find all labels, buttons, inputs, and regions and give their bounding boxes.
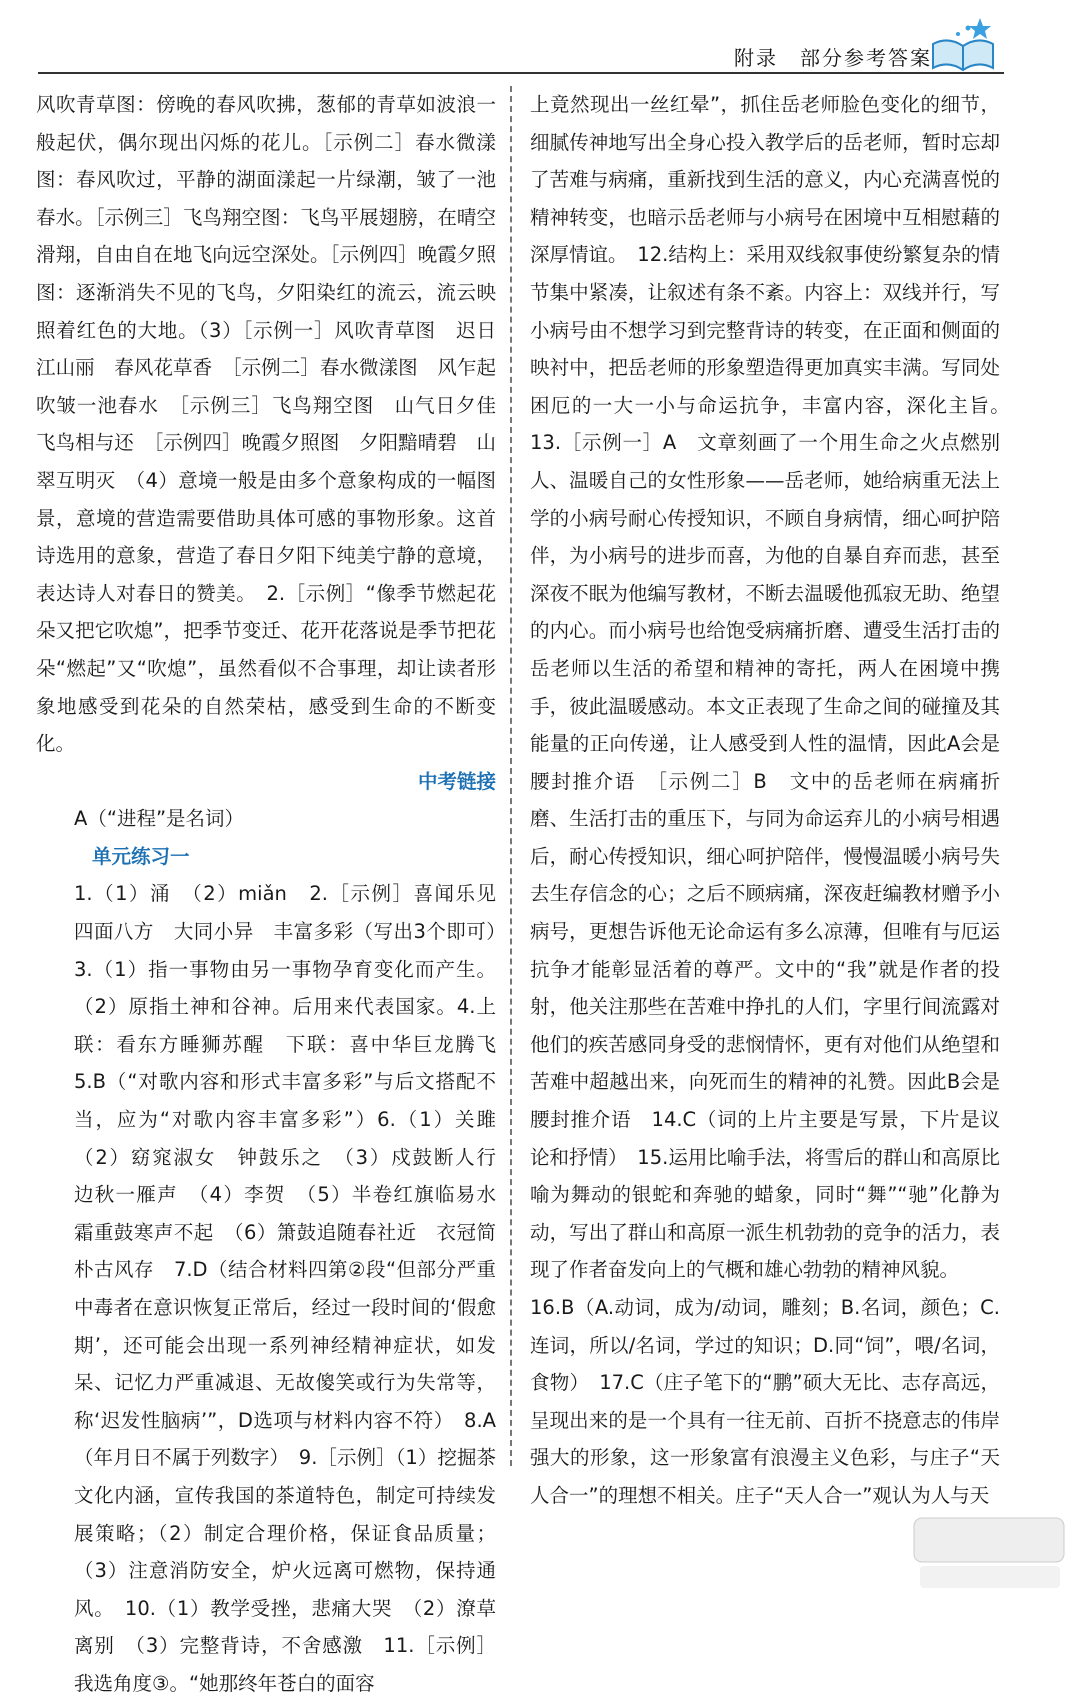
left-paragraph-2: 1.（1）涌 （2）miǎn 2.［示例］喜闻乐见 四面八方 大同小异 丰富多彩（写出3个即可） 3.（1）指一事物由另一事物孕育变化而产生。（2）原指土神和谷神。后用来代表国家。4.上联：看东方睡狮苏醒 下联：喜中华巨龙腾飞 5.B（“对歌内容和形式丰富多彩”与后文搭配不当，应为“对歌内容丰富多彩”）6.（1）关雎 （2）窈窕淑女 钟鼓乐之 （3）戍鼓断人行 边秋一雁声 （4）李贺 （5）半卷红旗临易水 霜重鼓寒声不起 （6）箫鼓追随春社近 衣冠简朴古风存 7.D（结合材料四第②段“但部分严重中毒者在意识恢复正常后，经过一段时间的‘假愈期’，还可能会出现一系列神经精神症状，如发呆、记忆力严重减退、无故傻笑或行为失常等，称‘迟发性脑病’”，D选项与材料内容不符） 8.A（年月日不属于列数字） 9.［示例］（1）挖掘茶文化内涵，宣传我国的茶道特色，制定可持续发展策略；（2）制定合理价格，保证食品质量；（3）注意消防安全，炉火远离可燃物，保持通风。 10.（1）教学受挫，悲痛大哭 （2）潦草离别 （3）完整背诗，不舍感激 11.［示例］我选角度③。“她那终年苍白的面容 — [74, 882, 516, 1695]
page-header — [0, 0, 1082, 78]
open-book-icon — [928, 14, 998, 74]
header-rule — [38, 72, 1004, 74]
answer-a: A（“进程”是名词） — [74, 807, 245, 831]
left-column — [36, 86, 516, 1703]
left-paragraph-1: 风吹青草图：傍晚的春风吹拂，葱郁的青草如波浪一般起伏，偶尔现出闪烁的花儿。［示例二］春水微漾图：春风吹过，平静的湖面漾起一片绿潮，皱了一池春水。［示例三］飞鸟翔空图：飞鸟平展翅膀，在晴空滑翔，自由自在地飞向远空深处。［示例四］晚霞夕照图：逐渐消失不见的飞鸟，夕阳染红的流云，流云映照着红色的大地。（3）［示例一］风吹青草图 迟日江山丽 春风花草香 ［示例二］春水微漾图 风乍起 吹皱一池春水 ［示例三］飞鸟翔空图 山气日夕佳 飞鸟相与还 ［示例四］晚霞夕照图 夕阳黯晴碧 山翠互明灭 （4）意境一般是由多个意象构成的一幅图景，意境的营造需要借助具体可感的事物形象。这首诗选用的意象，营造了春日夕阳下纯美宁静的意境，表达诗人对春日的赞美。 2.［示例］“像季节燃起花朵又把它吹熄”，把季节变迁、花开花落说是季节把花朵“燃起”又“吹熄”，虽然看似不合事理，却让读者形象地感受到花朵的自然荣枯，感受到生命的不断变化。 — [36, 93, 516, 756]
header-title: 附录 部分参考答案 — [734, 46, 932, 70]
zhongkao-link-heading: 中考链接 — [417, 769, 496, 793]
right-paragraph-2: 16.B（A.动词，成为/动词，雕刻；B.名词，颜色；C.连词，所以/名词，学过的知识；D.同“饲”，喂/名词，食物） 17.C（庄子笔下的“鹏”硕大无比、志存高远，呈现出来的是一个具有一往无前、百折不挠意志的伟岸强大的形象，这一形象富有浪漫主义色彩，与庄子“天人合一”的理想不相关。庄子“天人合一”观认为人与天 — [530, 1296, 1000, 1507]
right-column — [530, 86, 1020, 1515]
right-paragraph-1: 上竟然现出一丝红晕”，抓住岳老师脸色变化的细节，细腻传神地写出全身心投入教学后的岳老师，暂时忘却了苦难与病痛，重新找到生活的意义，内心充满喜悦的精神转变，也暗示岳老师与小病号在困境中互相慰藉的深厚情谊。 12.结构上：采用双线叙事使纷繁复杂的情节集中紧凑，让叙述有条不紊。内容上：双线并行，写小病号由不想学习到完整背诗的转变，在正面和侧面的映衬中，把岳老师的形象塑造得更加真实丰满。写同处困厄的一大一小与命运抗争，丰富内容，深化主旨。 13.［示例一］A 文章刻画了一个用生命之火点燃别人、温暖自己的女性形象——岳老师，她给病重无法上学的小病号耐心传授知识，不顾自身病情，细心呵护陪伴，为小病号的进步而喜，为他的自暴自弃而悲，甚至深夜不眠为他编写教材，不断去温暖他孤寂无助、绝望的内心。而小病号也给饱受病痛折磨、遭受生活打击的岳老师以生活的希望和精神的寄托，两人在困境中携手，彼此温暖感动。本文正表现了生命之间的碰撞及其能量的正向传递，让人感受到人性的温情，因此A会是腰封推介语 ［示例二］B 文中的岳老师在病痛折磨、生活打击的重压下，与同为命运弃儿的小病号相遇后，耐心传授知识，细心呵护陪伴，慢慢温暖小病号失去生存信念的心；之后不顾病痛，深夜赶编教材赠予小病号，更想告诉他无论命运有多么凉薄，但唯有与厄运抗争才能彰显活着的尊严。文中的“我”就是作者的投射，他关注那些在苦难中挣扎的人们，字里行间流露对他们的疾苦感同身受的悲悯情怀，更有对他们从绝望和苦难中超越出来，向死而生的精神的礼赞。因此B会是腰封推介语 14.C（词的上片主要是写景，下片是议论和抒情） 15.运用比喻手法，将雪后的群山和高原比喻为舞动的银蛇和奔驰的蜡象，同时“舞”“驰”化静为动，写出了群山和高原一派生机勃勃的竞争的活力，表现了作者奋发向上的气概和雄心勃勃的精神风貌。 — [530, 93, 1020, 1282]
watermark-logo — [894, 1510, 1074, 1594]
unit-title: 单元练习一 — [92, 844, 190, 868]
column-divider — [510, 86, 512, 1466]
